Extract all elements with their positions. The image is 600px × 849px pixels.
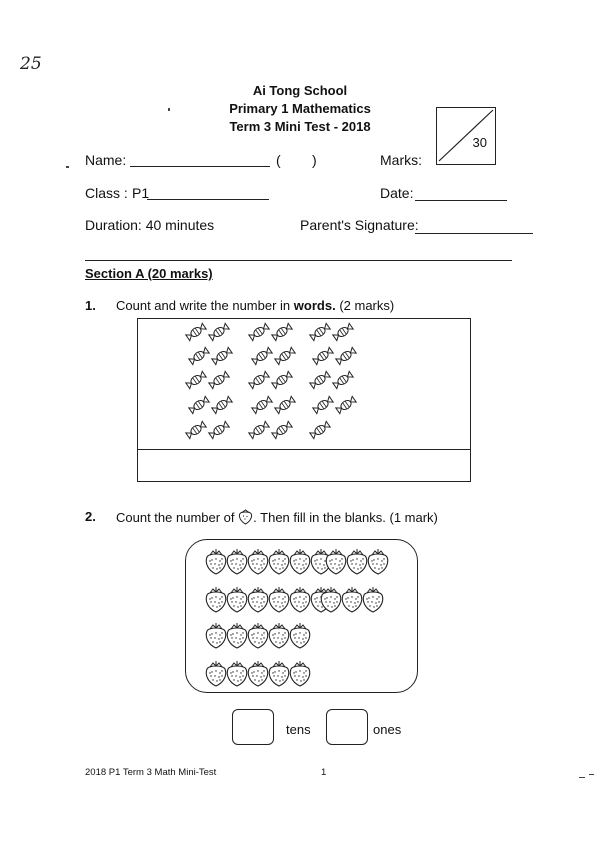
- strawberry-icon: [290, 661, 309, 686]
- signature-field[interactable]: [415, 233, 533, 234]
- question-1-answer-field[interactable]: [138, 449, 470, 480]
- corner-note: 25: [20, 54, 42, 74]
- question-2-text: [116, 509, 438, 525]
- question-1-text-before: Count and write the number in: [116, 298, 291, 313]
- question-2-text-after: . Then fill in the blanks. (1 mark): [253, 510, 438, 525]
- candy-picture-box: [137, 318, 471, 482]
- strawberry-icon: [248, 587, 267, 612]
- register-paren-open: (: [276, 152, 281, 168]
- strawberry-icon: [238, 509, 253, 525]
- candy-icon: [272, 323, 293, 341]
- date-field[interactable]: [415, 200, 507, 201]
- candy-icon: [249, 421, 270, 439]
- candy-grid: [138, 319, 469, 447]
- candy-icon: [252, 347, 273, 365]
- ones-label: ones: [373, 722, 402, 737]
- footer-text: 2018 P1 Term 3 Math Mini-Test: [85, 767, 217, 778]
- school-name: Ai Tong School: [252, 83, 348, 98]
- ones-answer-box[interactable]: [326, 709, 368, 745]
- page-number: 1: [321, 767, 327, 778]
- candy-icon: [310, 421, 331, 439]
- marks-label: Marks:: [380, 152, 422, 168]
- tens-answer-box[interactable]: [232, 709, 274, 745]
- subject-title: Primary 1 Mathematics: [229, 101, 371, 116]
- candy-icon: [189, 347, 210, 365]
- score-box: [436, 107, 496, 165]
- strawberry-icon: [227, 661, 246, 686]
- strawberry-icon: [227, 549, 246, 574]
- strawberry-icon: [269, 587, 288, 612]
- strawberry-icon: [326, 549, 345, 574]
- question-1-text-after: (2 marks): [339, 298, 395, 313]
- candy-icon: [249, 371, 270, 389]
- question-2-text-before: Count the number of: [116, 510, 235, 525]
- candy-icon: [333, 371, 354, 389]
- candy-icon: [272, 421, 293, 439]
- duration-label: Duration: 40 minutes: [85, 217, 215, 233]
- strawberry-icon: [248, 623, 267, 648]
- candy-icon: [313, 396, 334, 414]
- strawberry-icon: [290, 587, 309, 612]
- date-label: Date:: [380, 185, 414, 201]
- question-1-text-bold: words.: [293, 298, 336, 313]
- candy-icon: [310, 371, 331, 389]
- strawberry-icon: [269, 549, 288, 574]
- candy-icon: [275, 396, 296, 414]
- candy-icon: [310, 323, 331, 341]
- strawberry-icon: [227, 587, 246, 612]
- strawberry-icon: [290, 549, 309, 574]
- strawberry-icon: [248, 549, 267, 574]
- candy-icon: [209, 421, 230, 439]
- name-label: Name:: [85, 152, 127, 168]
- strawberry-icon: [206, 549, 225, 574]
- candy-icon: [212, 396, 233, 414]
- candy-icon: [186, 421, 207, 439]
- candy-icon: [249, 323, 270, 341]
- question-1-text: [116, 298, 394, 313]
- strawberry-icon: [248, 661, 267, 686]
- candy-icon: [209, 371, 230, 389]
- candy-icon: [272, 371, 293, 389]
- candy-icon: [336, 347, 357, 365]
- strawberry-picture-box: [185, 539, 418, 693]
- candy-icon: [212, 347, 233, 365]
- scan-speck: [579, 777, 585, 778]
- tens-label: tens: [286, 722, 311, 737]
- candy-icon: [313, 347, 334, 365]
- strawberry-icon: [227, 623, 246, 648]
- register-paren-close: ): [312, 152, 317, 168]
- strawberry-icon: [347, 549, 366, 574]
- candy-icon: [275, 347, 296, 365]
- strawberry-icon: [368, 549, 387, 574]
- class-label: Class :: [85, 185, 128, 201]
- score-total: 30: [472, 135, 487, 150]
- candy-icon: [189, 396, 210, 414]
- question-1-number: 1.: [85, 298, 96, 313]
- test-title: Term 3 Mini Test - 2018: [229, 119, 371, 134]
- section-a-title: Section A (20 marks): [85, 266, 213, 281]
- class-value: P1: [132, 185, 150, 201]
- signature-label: Parent's Signature:: [300, 217, 419, 233]
- scan-speck: [66, 166, 69, 168]
- strawberry-icon: [269, 623, 288, 648]
- strawberry-icon: [206, 623, 225, 648]
- candy-icon: [333, 323, 354, 341]
- candy-icon: [186, 371, 207, 389]
- candy-icon: [186, 323, 207, 341]
- candy-icon: [252, 396, 273, 414]
- strawberry-icon: [269, 661, 288, 686]
- scan-speck: [589, 774, 594, 775]
- scan-speck: [168, 108, 170, 111]
- strawberry-grid: [186, 540, 416, 690]
- candy-icon: [209, 323, 230, 341]
- name-field[interactable]: [130, 166, 270, 167]
- strawberry-icon: [206, 587, 225, 612]
- strawberry-icon: [342, 587, 361, 612]
- candy-icon: [336, 396, 357, 414]
- strawberry-icon: [290, 623, 309, 648]
- class-field[interactable]: [147, 199, 269, 200]
- question-2-number: 2.: [85, 509, 96, 524]
- strawberry-icon: [206, 661, 225, 686]
- strawberry-icon: [363, 587, 382, 612]
- header-divider: [85, 260, 512, 261]
